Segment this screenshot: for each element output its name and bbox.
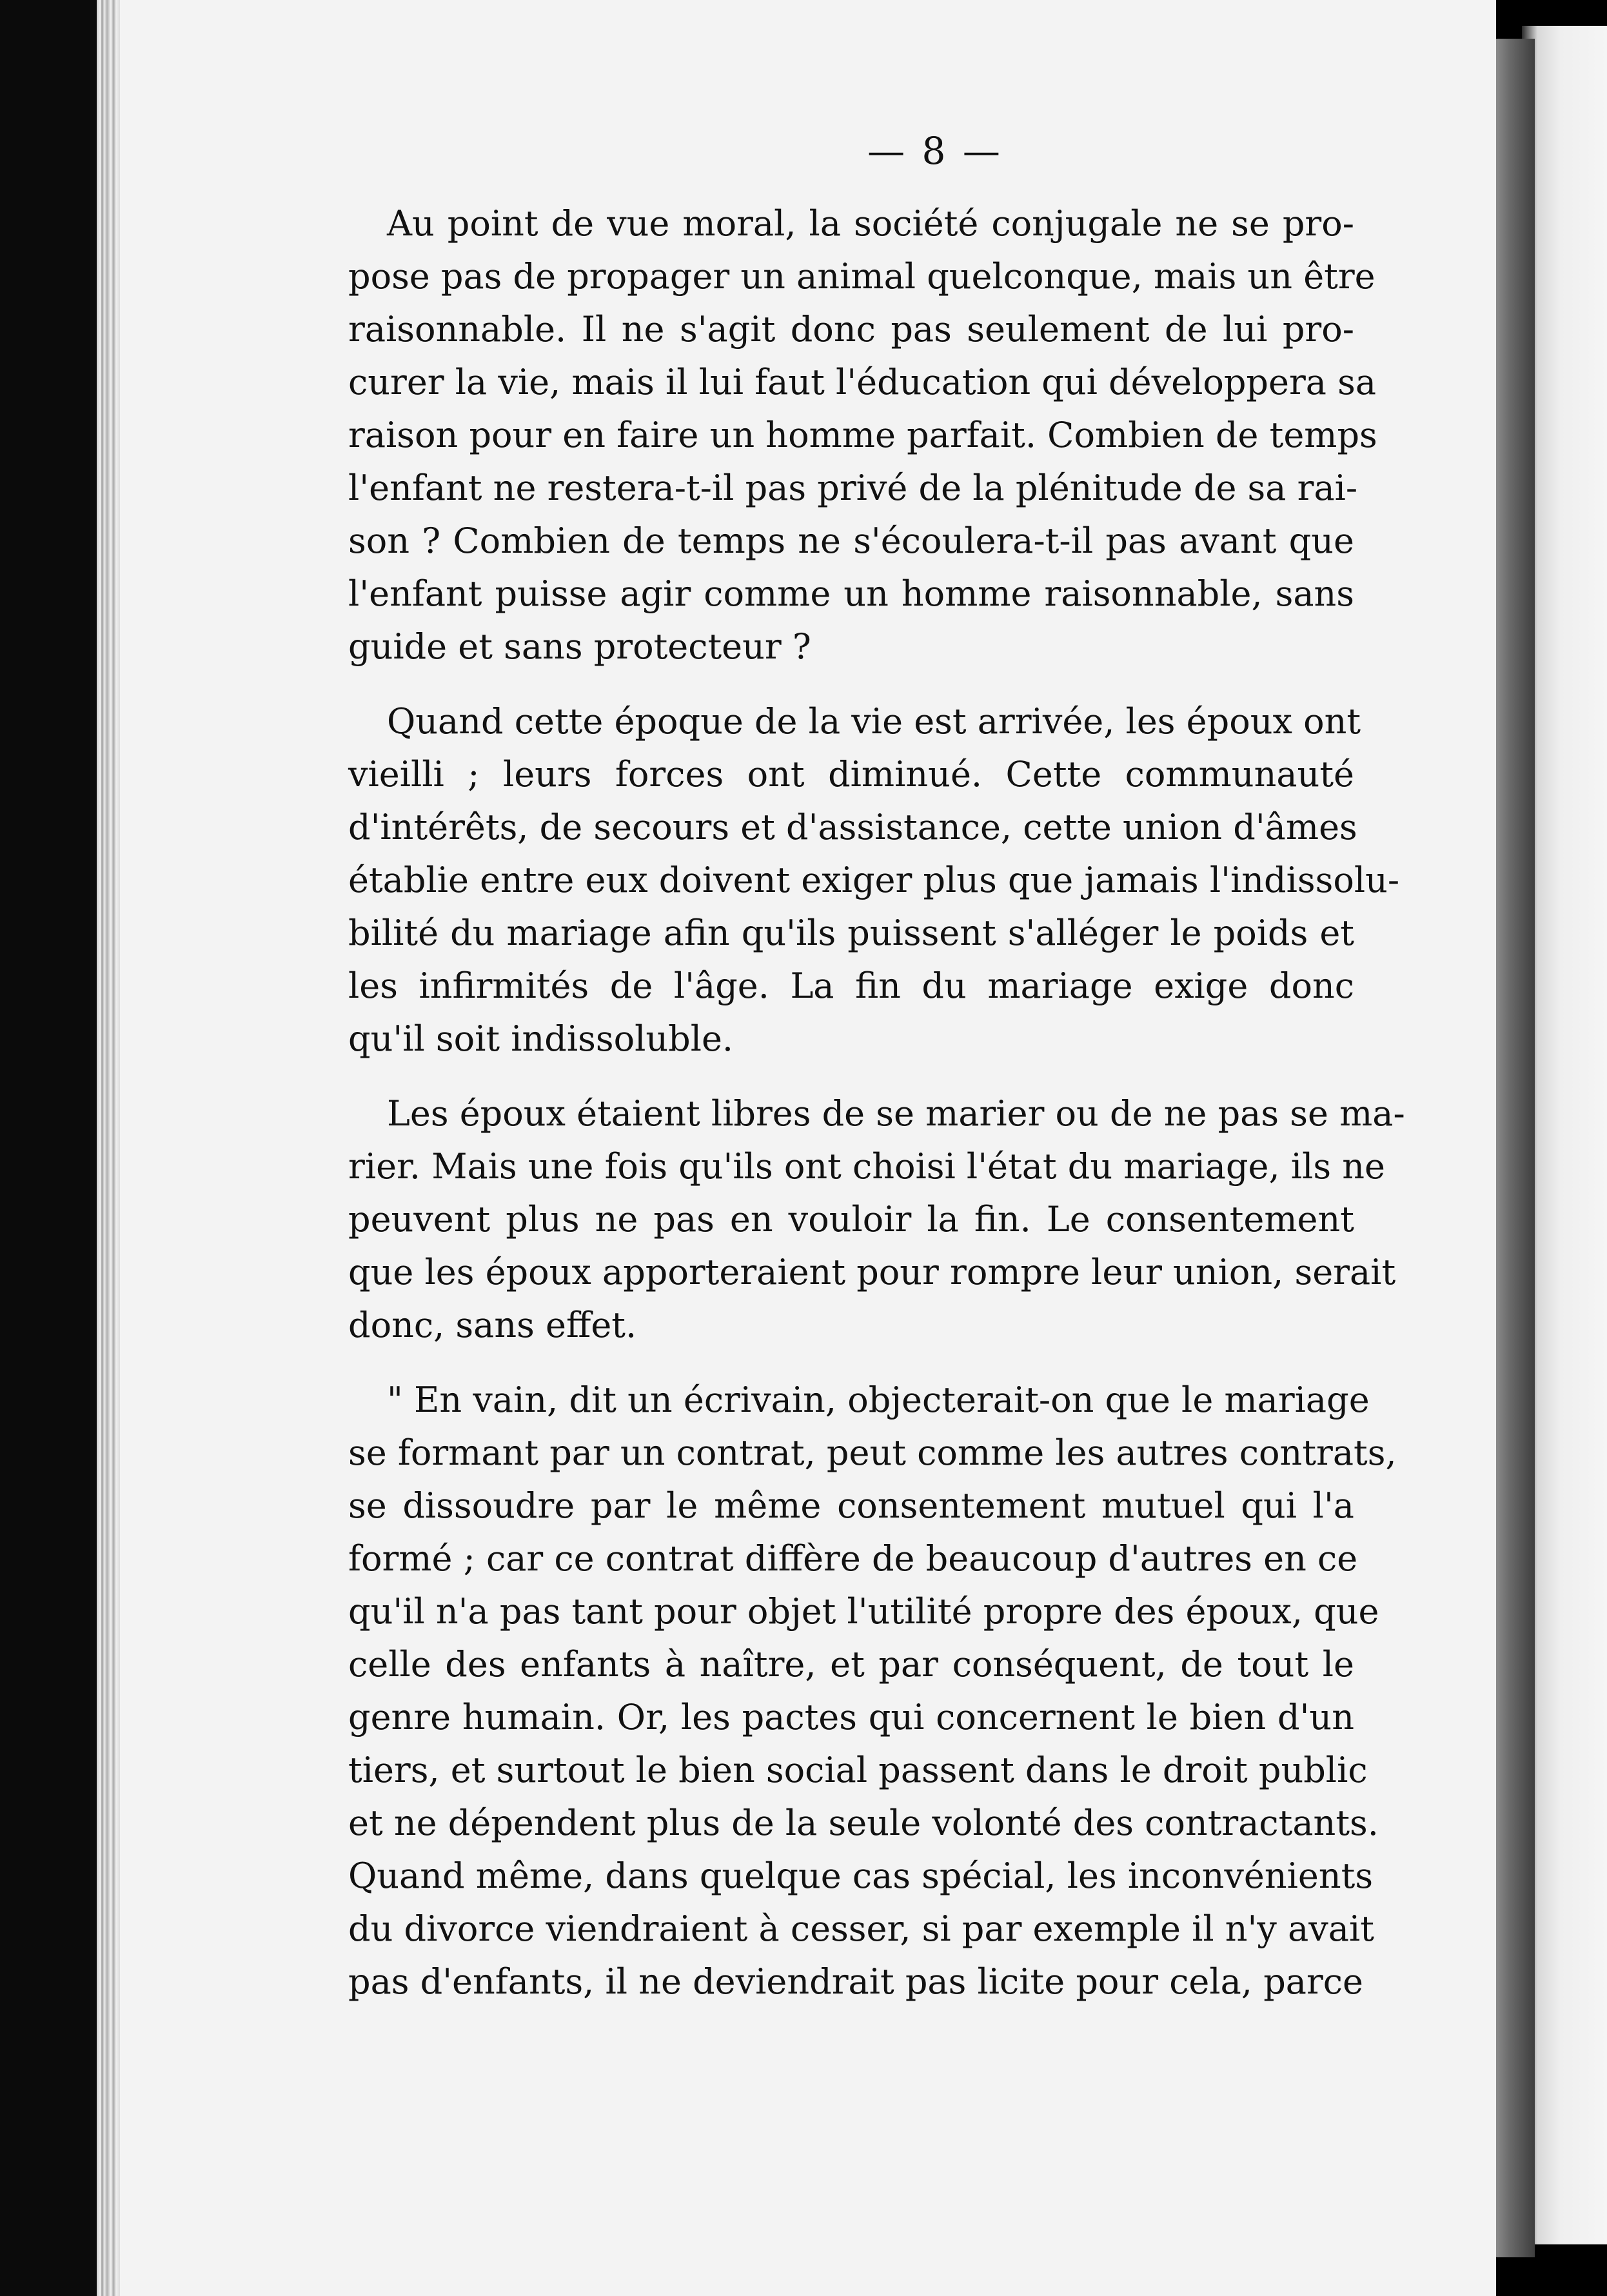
text-line: rier. Mais une fois qu'ils ont choisi l'état du mariage, ils ne <box>348 1146 1385 1187</box>
text-line: Au point de vue moral, la société conjugale ne se pro- <box>387 203 1354 244</box>
text-line: raison pour en faire un homme parfait. Combien de temps <box>348 415 1377 455</box>
text-line: raisonnable. Il ne s'agit donc pas seulement de lui pro- <box>348 309 1354 350</box>
right-shadow <box>1496 39 1535 2257</box>
left-film-margin <box>0 0 97 2296</box>
text-line: Les époux étaient libres de se marier ou de ne pas se ma- <box>387 1093 1405 1134</box>
page-number: — 8 — <box>867 129 1003 173</box>
paragraph-2 <box>348 695 1400 1065</box>
text-line: Quand même, dans quelque cas spécial, les inconvénients <box>348 1856 1374 1896</box>
text-line: du divorce viendraient à cesser, si par exemple il n'y avait <box>348 1908 1374 1949</box>
text-line: genre humain. Or, les pactes qui concernent le bien d'un <box>348 1697 1354 1737</box>
text-line: se dissoudre par le même consentement mutuel qui l'a <box>348 1485 1354 1526</box>
text-line: formé ; car ce contrat diffère de beaucoup d'autres en ce <box>348 1538 1358 1579</box>
text-line: son ? Combien de temps ne s'écoulera-t-il pas avant que <box>348 520 1354 561</box>
text-line: et ne dépendent plus de la seule volonté des contractants. <box>348 1803 1379 1843</box>
text-line: " En vain, dit un écrivain, objecterait-on que le mariage <box>387 1380 1370 1420</box>
text-line: tiers, et surtout le bien social passent dans le droit public <box>348 1750 1368 1790</box>
text-line: qu'il soit indissoluble. <box>348 1018 734 1059</box>
text-line: que les époux apporteraient pour rompre leur union, serait <box>348 1252 1396 1292</box>
text-line: qu'il n'a pas tant pour objet l'utilité propre des époux, que <box>348 1591 1379 1632</box>
text-line: les infirmités de l'âge. La fin du mariage exige donc <box>348 965 1354 1006</box>
paragraph-1 <box>348 197 1377 673</box>
text-line: l'enfant ne restera-t-il pas privé de la plénitude de sa rai- <box>348 468 1358 508</box>
text-line: l'enfant puisse agir comme un homme raisonnable, sans <box>348 573 1354 614</box>
text-line: Quand cette époque de la vie est arrivée, les époux ont <box>387 701 1361 742</box>
text-line: guide et sans protecteur ? <box>348 626 811 667</box>
text-line: peuvent plus ne pas en vouloir la fin. Le consentement <box>348 1199 1354 1240</box>
paragraph-4 <box>348 1374 1397 2008</box>
text-line: vieilli ; leurs forces ont diminué. Cette communauté <box>348 754 1354 795</box>
text-line: celle des enfants à naître, et par conséquent, de tout le <box>348 1644 1354 1685</box>
text-line: établie entre eux doivent exiger plus que jamais l'indissolu- <box>348 860 1400 900</box>
page-binding-edge <box>97 0 120 2296</box>
text-line: pas d'enfants, il ne deviendrait pas licite pour cela, parce <box>348 1961 1363 2002</box>
text-line: se formant par un contrat, peut comme les autres contrats, <box>348 1432 1397 1473</box>
text-line: pose pas de propager un animal quelconque, mais un être <box>348 256 1375 297</box>
text-line: curer la vie, mais il lui faut l'éducation qui développera sa <box>348 362 1377 402</box>
text-line: bilité du mariage afin qu'ils puissent s'alléger le poids et <box>348 913 1354 953</box>
text-line: donc, sans effet. <box>348 1305 637 1345</box>
text-line: d'intérêts, de secours et d'assistance, cette union d'âmes <box>348 807 1357 847</box>
paragraph-3 <box>348 1087 1405 1352</box>
text-block <box>348 129 1405 2030</box>
